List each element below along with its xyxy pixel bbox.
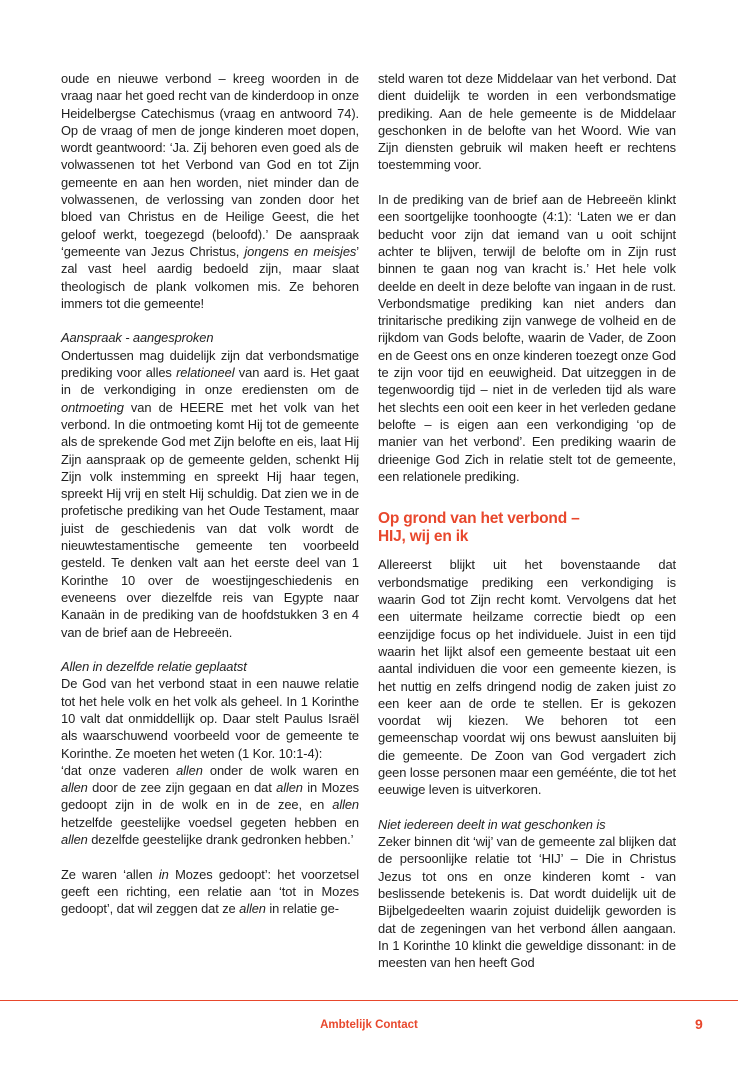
subheading: Allen in dezelfde relatie geplaatst: [61, 659, 247, 675]
section-title: Op grond van het verbond – HIJ, wij en ik: [378, 510, 580, 546]
page-number: 9: [695, 1016, 703, 1032]
paragraph: Zeker binnen dit ‘wij’ van de gemeente zal blijken dat de persoonlijke relatie tot ‘HIJ’ – Die in Christus Jezus tot ons en onze kinderen komt - van beslissende betekenis is. Dat wordt duidelijk uit de Bijbelgedeelten waarin zojuist duidelijk geworden is dat de zegeningen van het verbond állen aangaan. In 1 Korinthe 10 klinkt die geweldige dissonant: in de meesten van hen heeft God: [378, 834, 676, 971]
paragraph: oude en nieuwe verbond – kreeg woorden in de vraag naar het goed recht van de kinderdoop in onze Heidelbergse Catechismus (vraag en antwoord 74). Op de vraag of men de jonge kinderen moet dopen, wordt geantwoord: ‘Ja. Zij behoren even goed als de volwassenen tot het Verbond van God en tot Zijn gemeente en aan hen worden, niet minder dan de volwassenen, de verlossing van zonden door het bloed van Christus en de Heilige Geest, die het geloof werkt, toegezegd (beloofd).’ De aanspraak ‘gemeente van Jezus Christus, jongens en meisjes’ zal vast heel aardig bedoeld zijn, maar slaat theologisch de plank volkomen mis. Ze behoren immers tot die gemeente!: [61, 71, 359, 311]
paragraph: steld waren tot deze Middelaar van het verbond. Dat dient duidelijk te worden in een verbondsmatige prediking. Aan de hele gemeente is de Middelaar geschonken in de belofte van het Woord. Wie van Zijn diensten gebruik wil maken heeft er rechtens toestemming voor.: [378, 71, 676, 173]
subheading: Niet iedereen deelt in wat geschonken is: [378, 816, 606, 832]
quote: ‘dat onze vaderen allen onder de wolk waren en allen door de zee zijn gegaan en dat allen in Mozes gedoopt zijn in de wolk en in de zee, en allen hetzelfde geestelijke voedsel gegeten hebben en allen dezelfde geestelijke drank gedronken hebben.’: [61, 762, 360, 848]
paragraph: Allereerst blijkt uit het bovenstaande dat verbondsmatige prediking een verkondiging is waarin God tot Zijn recht komt. Vervolgens dat het een uitermate heilzame correctie biedt op een eenzijdige focus op het individuele. Juist in een tijd waarin het lijkt alsof een gemeente bestaat uit een aantal individuen die voor een gemeente kiezen, is het nuttig en zelfs dringend nodig de zaken juist zo een keer aan de orde te stellen. Er is gekozen voordat wij kiezen. We behoren tot een gemeenschap voordat wij ons bewust aansluiten bij die gemeente. De Zoon van God vergadert zich geen losse personen maar een geméénte, die tot het eeuwige leven is uitverkoren.: [378, 557, 676, 798]
footer-divider: [0, 1000, 738, 1001]
subheading: Aanspraak - aangesproken: [61, 330, 214, 346]
paragraph: De God van het verbond staat in een nauwe relatie tot het hele volk en het volk als geheel. In 1 Korinthe 10 valt dat onmiddellijk op. Daar stelt Paulus Israël als waarschuwend voorbeeld voor de gemeente te Korinthe. Ze moeten het weten (1 Kor. 10:1-4):: [61, 676, 359, 761]
right-column: [378, 70, 676, 972]
left-column: [61, 70, 359, 918]
paragraph: Ze waren ‘allen in Mozes gedoopt’: het voorzetsel geeft een richting, een relatie aan ‘tot in Mozes gedoopt’, dat wil zeggen dat ze allen in relatie ge-: [61, 866, 359, 917]
footer-publication-title: Ambtelijk Contact: [320, 1019, 418, 1031]
paragraph: In de prediking van de brief aan de Hebreeën klinkt een soortgelijke toonhoogte (4:1): ‘Laten we er dan beducht voor zijn dat iemand van u ooit schijnt achter te blijven, terwijl de belofte om in Zijn rust binnen te gaan nog van kracht is.’ Het hele volk deelde en deelt in deze belofte van ingaan in de rust. Verbondsmatige prediking kan niet anders dan trinitarische prediking zijn vanwege de volheid en de rijkdom van Gods belofte, waarin de Vader, de Zoon en de Geest ons en onze kinderen toezegt onze God te zijn voor tijd en eeuwigheid. Dat uitzeggen in de tegenwoordig tijd – niet in de verleden tijd als ware het slechts een ooit een keer in het verleden gedane belofte – is eigen aan een verkondiging ‘op de manier van het verbond’. Een prediking waarin de drieenige God Zich in relatie stelt tot de gemeente, een relationele prediking.: [378, 192, 676, 484]
paragraph: Ondertussen mag duidelijk zijn dat verbondsmatige prediking voor alles relationeel van aard is. Het gaat in de verkondiging in onze erediensten om de ontmoeting van de HEERE met het volk van het verbond. In die ontmoeting komt Hij tot de gemeente als de sprekende God met Zijn belofte en eis, laat Hij Zijn aanspraak op de gemeente gelden, schenkt Hij Zijn volk instemming en spreekt Hij haar tegen, spreekt Hij vrij en stelt Hij schuldig. Dat zien we in de profetische prediking van het Oude Testament, maar juist de geschiedenis van dat volk wordt de nieuwtestamentische gemeente ten voorbeeld gesteld. Te denken valt aan het eerste deel van 1 Korinthe 10 over de woestijngeschiedenis en eveneens over diezelfde reis van Egypte naar Kanaän in de prediking van de hoofdstukken 3 en 4 van de brief aan de Hebreeën.: [61, 347, 359, 640]
